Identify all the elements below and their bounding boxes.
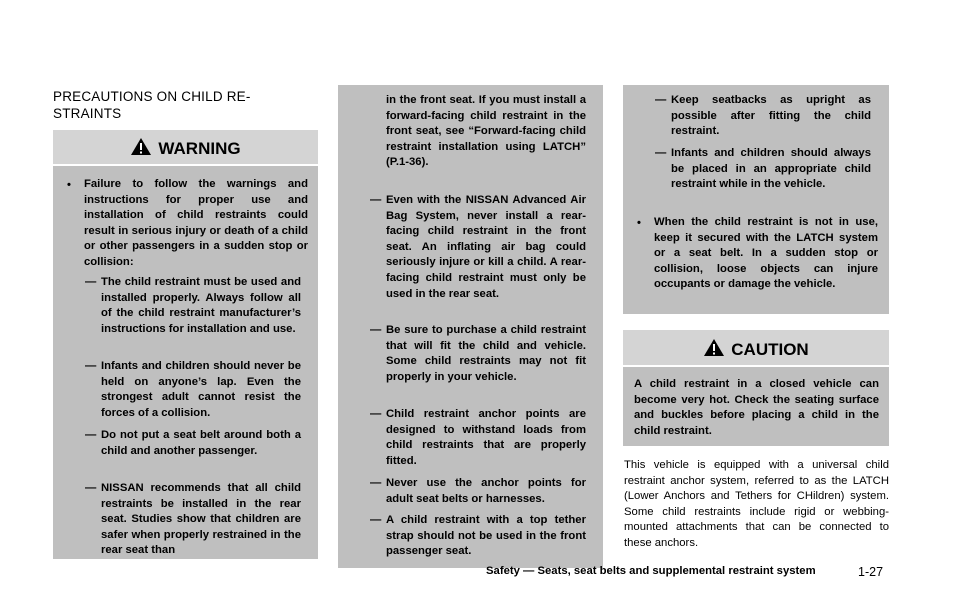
caution-label: CAUTION (731, 340, 809, 359)
dash-mark: — (370, 194, 382, 206)
dash-mark: — (370, 477, 382, 489)
body-paragraph: This vehicle is equipped with a universal child restraint anchor system, referred to as the LATCH (Lower Anchors and Tethers for CHildren) system. Some child restraints include rigid or webbing-mounted attachments that can be connected to these anchors. (624, 459, 889, 549)
warning-bullet-1: Failure to follow the warnings and instructions for proper use and installation of child restraints could result in serious injury or death of a child or other passengers in a sudden stop or collision: (84, 178, 308, 268)
dash-mark: — (85, 276, 97, 288)
warning-dash-9: A child restraint with a top tether strap should not be used in the front passenger seat. (386, 514, 586, 558)
warning-dash-4b: in the front seat. If you must install a forward-facing child restraint in the front seat, see “Forward-facing child restraint installation using LATCH” (P.1-36). (386, 94, 586, 169)
warning-bullet-2: When the child restraint is not in use, keep it secured with the LATCH system or a seat belt. In a sudden stop or collision, loose objects can injure occupants or damage the vehicle. (654, 216, 878, 291)
warning-label: WARNING (158, 139, 241, 158)
dash-mark: — (655, 94, 667, 106)
caution-body (623, 367, 889, 446)
warning-dash-1: The child restraint must be used and installed properly. Always follow all of the child restraint manufacturer’s instructions for installation and use. (101, 276, 301, 335)
warning-dash-4a: NISSAN recommends that all child restraints be installed in the rear seat. Studies show that children are safer when properly restrained in the rear seat than (101, 482, 301, 557)
dash-mark: — (85, 482, 97, 494)
caution-header (623, 330, 889, 365)
warning-column-3 (623, 85, 889, 314)
dash-mark: — (370, 408, 382, 420)
warning-triangle-icon (130, 137, 152, 156)
warning-dash-7: Child restraint anchor points are designed to withstand loads from child restraints that are properly fitted. (386, 408, 586, 467)
caution-triangle-icon (703, 338, 725, 357)
section-title: PRECAUTIONS ON CHILD RE-STRAINTS (53, 89, 251, 121)
warning-column-1 (53, 166, 318, 559)
warning-dash-3: Do not put a seat belt around both a child and another passenger. (101, 429, 301, 457)
bullet-mark: • (67, 179, 71, 191)
dash-mark: — (85, 360, 97, 372)
dash-mark: — (655, 147, 667, 159)
bullet-mark: • (637, 217, 641, 229)
warning-header (53, 130, 318, 164)
warning-column-2 (338, 85, 603, 568)
warning-dash-6: Be sure to purchase a child restraint that will fit the child and vehicle. Some child restraints may not fit properly in your vehicle. (386, 324, 586, 383)
warning-dash-10: Keep seatbacks as upright as possible after fitting the child restraint. (671, 94, 871, 138)
warning-dash-5: Even with the NISSAN Advanced Air Bag System, never install a rear-facing child restraint in the front seat. An inflating air bag could seriously injure or kill a child. A rear-facing child restraint must only be used in the rear seat. (386, 194, 586, 300)
caution-text: A child restraint in a closed vehicle can become very hot. Check the seating surface and buckles before placing a child in the child restraint. (634, 378, 879, 437)
warning-dash-2: Infants and children should never be held on anyone’s lap. Even the strongest adult cannot resist the forces of a collision. (101, 360, 301, 419)
warning-dash-11: Infants and children should always be placed in an appropriate child restraint while in the vehicle. (671, 147, 871, 191)
dash-mark: — (370, 324, 382, 336)
warning-dash-8: Never use the anchor points for adult seat belts or harnesses. (386, 477, 586, 505)
dash-mark: — (370, 514, 382, 526)
footer-section-title: Safety — Seats, seat belts and supplemental restraint system (486, 565, 816, 577)
page-number: 1-27 (858, 565, 884, 579)
dash-mark: — (85, 429, 97, 441)
